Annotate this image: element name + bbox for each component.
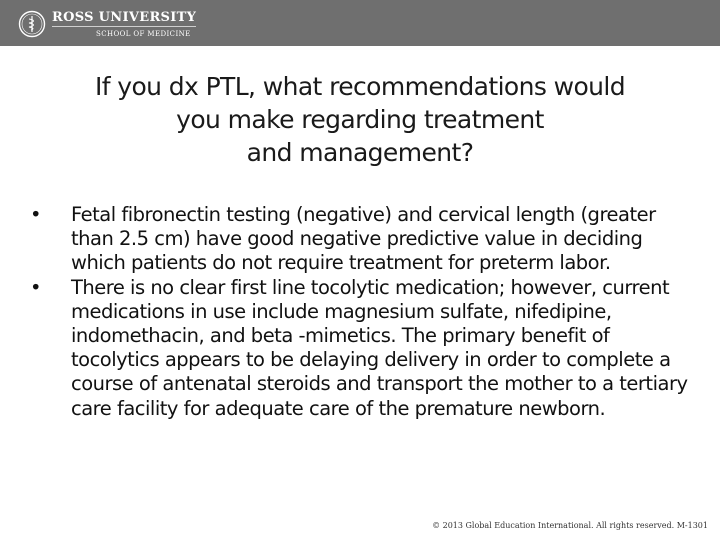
- header-band: [0, 0, 720, 46]
- brand-name: ROSS UNIVERSITY: [52, 9, 197, 25]
- title-line: you make regarding treatment: [176, 105, 544, 134]
- medical-seal-icon: [18, 10, 46, 38]
- bullet-symbol: •: [30, 203, 42, 226]
- bullet-text: There is no clear first line tocolytic medication; however, current medications in use include magnesium sulfate, nifedipine, indomethacin, and beta -mimetics. The primary benefit of tocolytics appears to be delaying delivery in order to complete a course of antenatal steroids and transport the mother to a tertiary care facility for adequate care of the premature newborn.: [71, 275, 688, 420]
- bullet-symbol: •: [30, 275, 42, 299]
- bullet-list: [30, 203, 692, 421]
- bullet-text: Fetal fibronectin testing (negative) and cervical length (greater than 2.5 cm) have good negative predictive value in deciding which patients do not require treatment for preterm labor.: [71, 203, 656, 275]
- brand-subtitle: SCHOOL OF MEDICINE: [96, 29, 191, 38]
- bullet-item: [30, 203, 692, 276]
- slide-title: [40, 70, 680, 169]
- title-line: If you dx PTL, what recommendations would: [94, 72, 626, 101]
- bullet-item: [30, 276, 692, 421]
- title-line: and management?: [246, 138, 474, 167]
- copyright-footer: © 2013 Global Education International. All rights reserved. M-1301: [432, 521, 708, 530]
- university-logo: [18, 8, 196, 40]
